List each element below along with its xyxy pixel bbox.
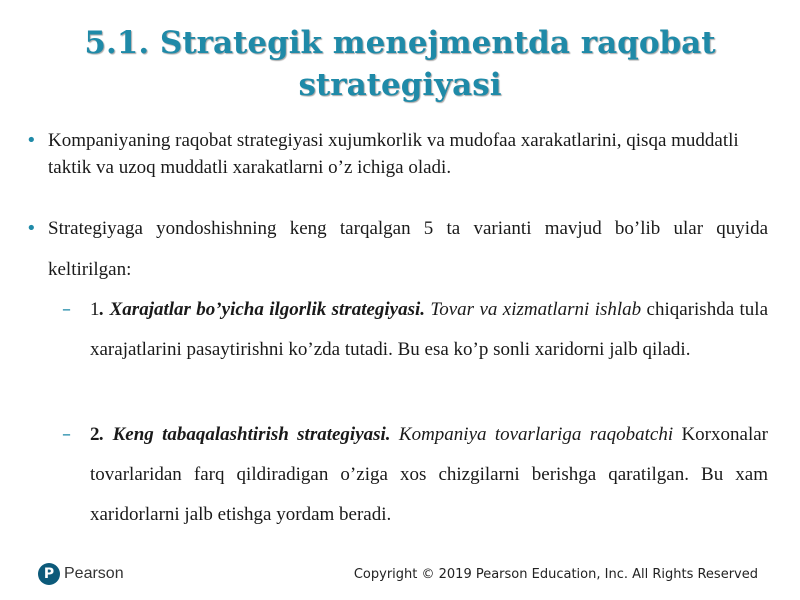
- sub-number: 1: [90, 299, 100, 320]
- sub-text: [90, 290, 768, 370]
- sub-marker: –: [62, 299, 71, 320]
- sub-body: Korxonalar tovarlaridan farq qildiradigan o’ziga xos chizgilarni berishga qaratilgan. Bu xam xaridorlarni jalb etishga yordam beradi.: [90, 424, 768, 525]
- sub-heading: . Keng tabaqalashtirish strategiyasi.: [99, 424, 391, 445]
- sub-body: chiqarishda tula xarajatlarini pasaytirishni ko’zda tutadi. Bu esa ko’p sonli xaridorni jalb qiladi.: [90, 299, 769, 360]
- bullet-text: Strategiyaga yondoshishning keng tarqalgan 5 ta varianti mavjud bo’lib ular quyida keltirilgan:: [48, 218, 768, 280]
- copyright-notice: Copyright © 2019 Pearson Education, Inc. All Rights Reserved: [353, 567, 758, 582]
- sub-text: [90, 415, 768, 535]
- sub-heading: . Xarajatlar bo’yicha ilgorlik strategiyasi.: [99, 299, 426, 320]
- sub-italic-lead: Tovar va xizmatlarni ishlab: [425, 299, 642, 320]
- bullet-item: [26, 127, 768, 181]
- pearson-logo-text: Pearson: [64, 565, 124, 582]
- sub-item: [62, 290, 768, 370]
- slide-title: 5.1. Strategik menejmentda raqobat strategiyasi: [84, 25, 716, 103]
- bullet-marker: •: [26, 130, 37, 151]
- bullet-text: Kompaniyaning raqobat strategiyasi xujumkorlik va mudofaa xarakatlarini, qisqa muddatli taktik va uzoq muddatli xarakatlarni o’z ichiga oladi.: [48, 130, 739, 178]
- sub-item: [62, 415, 768, 535]
- pearson-logo: [38, 563, 124, 585]
- sub-marker: –: [62, 424, 71, 445]
- pearson-logo-icon: P: [38, 563, 60, 585]
- bullet-marker: •: [26, 218, 37, 239]
- bullet-item: [26, 208, 768, 290]
- sub-number: 2: [90, 424, 100, 445]
- sub-italic-lead: Kompaniya tovarlariga raqobatchi: [390, 424, 674, 445]
